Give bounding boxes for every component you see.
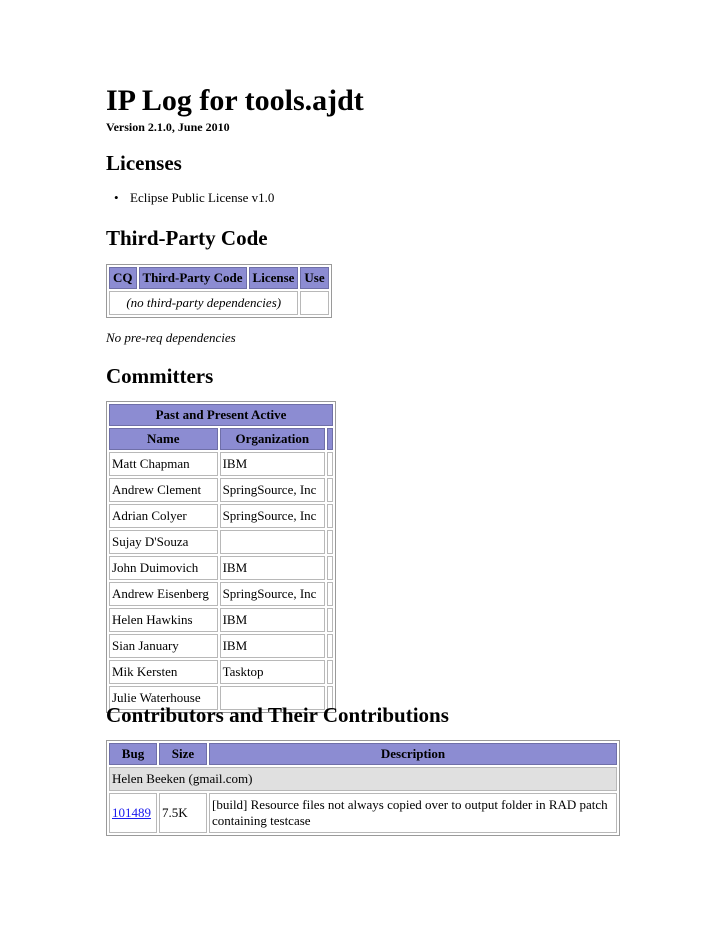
col-cq: CQ <box>109 267 137 289</box>
table-row <box>109 478 333 502</box>
bug-link[interactable]: 101489 <box>112 805 151 820</box>
contributors-heading: Contributors and Their Contributions <box>106 703 449 727</box>
col-description: Description <box>209 743 617 765</box>
table-row <box>109 582 333 606</box>
committer-org: SpringSource, Inc <box>220 504 325 528</box>
table-row <box>109 504 333 528</box>
committer-name: Matt Chapman <box>109 452 218 476</box>
committer-org: IBM <box>220 556 325 580</box>
col-name: Name <box>109 428 218 450</box>
licenses-heading: Licenses <box>106 151 182 175</box>
contributors-table <box>106 740 620 836</box>
size-cell: 7.5K <box>159 793 207 833</box>
committer-org: IBM <box>220 452 325 476</box>
contributors-header-row <box>109 743 617 765</box>
description-cell: [build] Resource files not always copied over to output folder in RAD patch containing testcase <box>209 793 617 833</box>
table-row <box>109 530 333 554</box>
col-license: License <box>249 267 299 289</box>
table-row <box>109 608 333 632</box>
committer-extra <box>327 452 333 476</box>
licenses-list <box>130 190 274 206</box>
committer-name: Sujay D'Souza <box>109 530 218 554</box>
table-row <box>109 556 333 580</box>
no-dependencies-cell: (no third-party dependencies) <box>109 291 298 315</box>
committer-extra <box>327 556 333 580</box>
committer-name: Helen Hawkins <box>109 608 218 632</box>
committers-header-row <box>109 428 333 450</box>
committers-heading: Committers <box>106 364 214 388</box>
committer-name: Julie Waterhouse <box>109 686 218 710</box>
committer-extra <box>327 478 333 502</box>
committer-name: Andrew Eisenberg <box>109 582 218 606</box>
committer-org: Tasktop <box>220 660 325 684</box>
committer-org: IBM <box>220 634 325 658</box>
page-title: IP Log for tools.ajdt <box>106 84 364 117</box>
col-extra <box>327 428 333 450</box>
committer-extra <box>327 608 333 632</box>
committers-table <box>106 401 336 713</box>
committers-group-row <box>109 404 333 426</box>
third-party-heading: Third-Party Code <box>106 226 268 250</box>
col-bug: Bug <box>109 743 157 765</box>
committer-extra <box>327 660 333 684</box>
committer-name: Andrew Clement <box>109 478 218 502</box>
committer-org: IBM <box>220 608 325 632</box>
table-row <box>109 660 333 684</box>
third-party-empty-row <box>109 291 329 315</box>
committer-org: SpringSource, Inc <box>220 582 325 606</box>
committer-name: Mik Kersten <box>109 660 218 684</box>
committers-group-header: Past and Present Active <box>109 404 333 426</box>
table-row <box>109 452 333 476</box>
table-row <box>109 793 617 833</box>
committer-org <box>220 530 325 554</box>
bug-cell <box>109 793 157 833</box>
third-party-header-row <box>109 267 329 289</box>
empty-use-cell <box>300 291 328 315</box>
version-line: Version 2.1.0, June 2010 <box>106 120 230 134</box>
committer-extra <box>327 504 333 528</box>
third-party-table <box>106 264 332 318</box>
col-size: Size <box>159 743 207 765</box>
committer-extra <box>327 530 333 554</box>
committer-name: John Duimovich <box>109 556 218 580</box>
col-third-party-code: Third-Party Code <box>139 267 247 289</box>
committer-name: Sian January <box>109 634 218 658</box>
committer-extra <box>327 582 333 606</box>
pre-req-note: No pre-req dependencies <box>106 330 236 345</box>
contributor-name: Helen Beeken (gmail.com) <box>109 767 617 791</box>
committer-org: SpringSource, Inc <box>220 478 325 502</box>
col-use: Use <box>300 267 328 289</box>
committer-name: Adrian Colyer <box>109 504 218 528</box>
col-organization: Organization <box>220 428 325 450</box>
contributor-row <box>109 767 617 791</box>
committer-extra <box>327 634 333 658</box>
license-item: • Eclipse Public License v1.0 <box>130 190 274 206</box>
table-row <box>109 634 333 658</box>
